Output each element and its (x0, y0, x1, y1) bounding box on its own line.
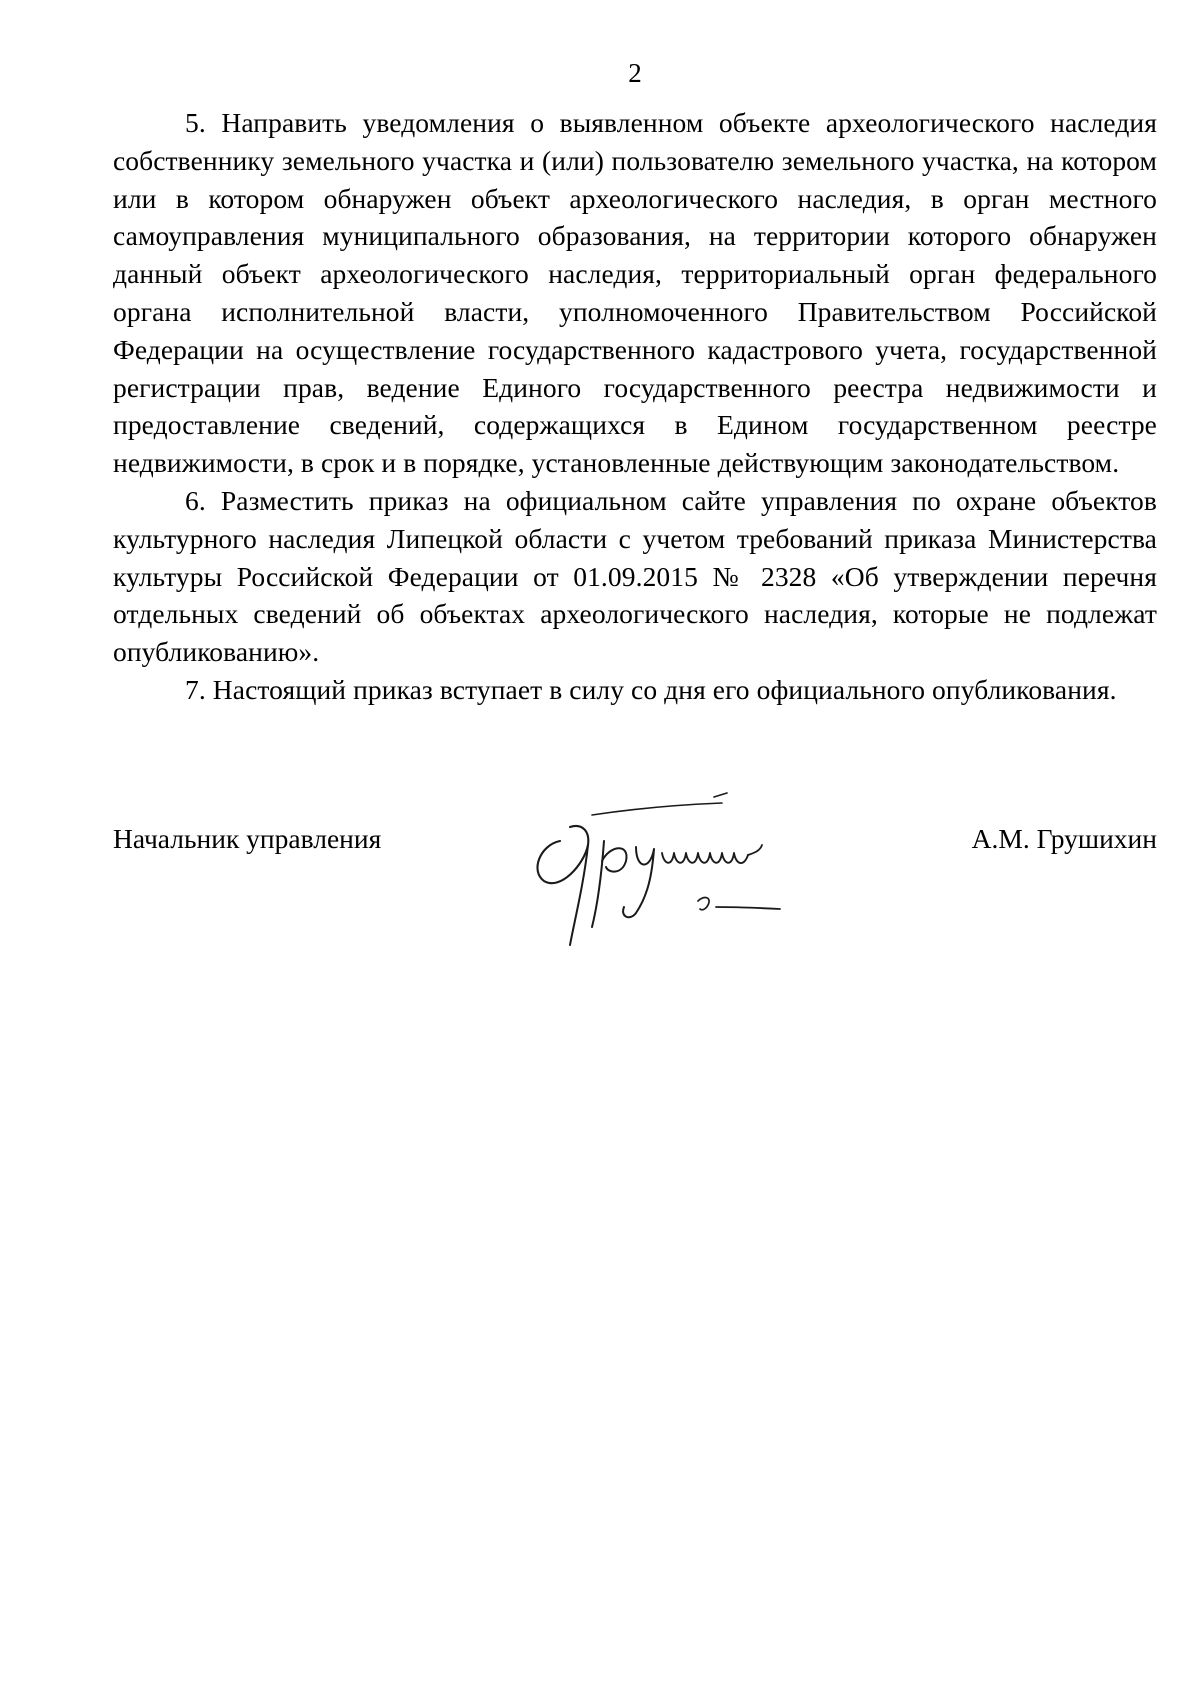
paragraph-6: 6. Разместить приказ на официальном сайте управления по охране объектов культурного наследия Липецкой области с учетом требований приказа Министерства культуры Российской Федерации от 01.09.2015 № 2328 «Об утверждении перечня отдельных сведений об объектах археологического наследия, которые не подлежат опубликованию». (113, 484, 1157, 668)
paragraph-5: 5. Направить уведомления о выявленном объекте археологического наследия собственнику земельного участка и (или) пользователю земельного участка, на котором или в котором обнаружен объект археологического наследия, в орган местного самоуправления муниципального образования, на территории которого обнаружен данный объект археологического наследия, территориальный орган федерального органа исполнительной власти, уполномоченного Правительством Российской Федерации на осуществление государственного кадастрового учета, государственной регистрации прав, ведение Единого государственного реестра недвижимости и предоставление сведений, содержащихся в Едином государственном реестре недвижимости, в срок и в порядке, установленные действующим законодательством. (113, 107, 1157, 479)
page-number: 2 (628, 58, 642, 88)
paragraph-7: 7. Настоящий приказ вступает в силу со дня его официального опубликования. (185, 673, 1117, 705)
signatory-name: А.М. Грушихин (971, 823, 1157, 854)
handwritten-signature (522, 783, 832, 953)
signatory-position: Начальник управления (113, 823, 382, 854)
document-body (113, 104, 1157, 709)
